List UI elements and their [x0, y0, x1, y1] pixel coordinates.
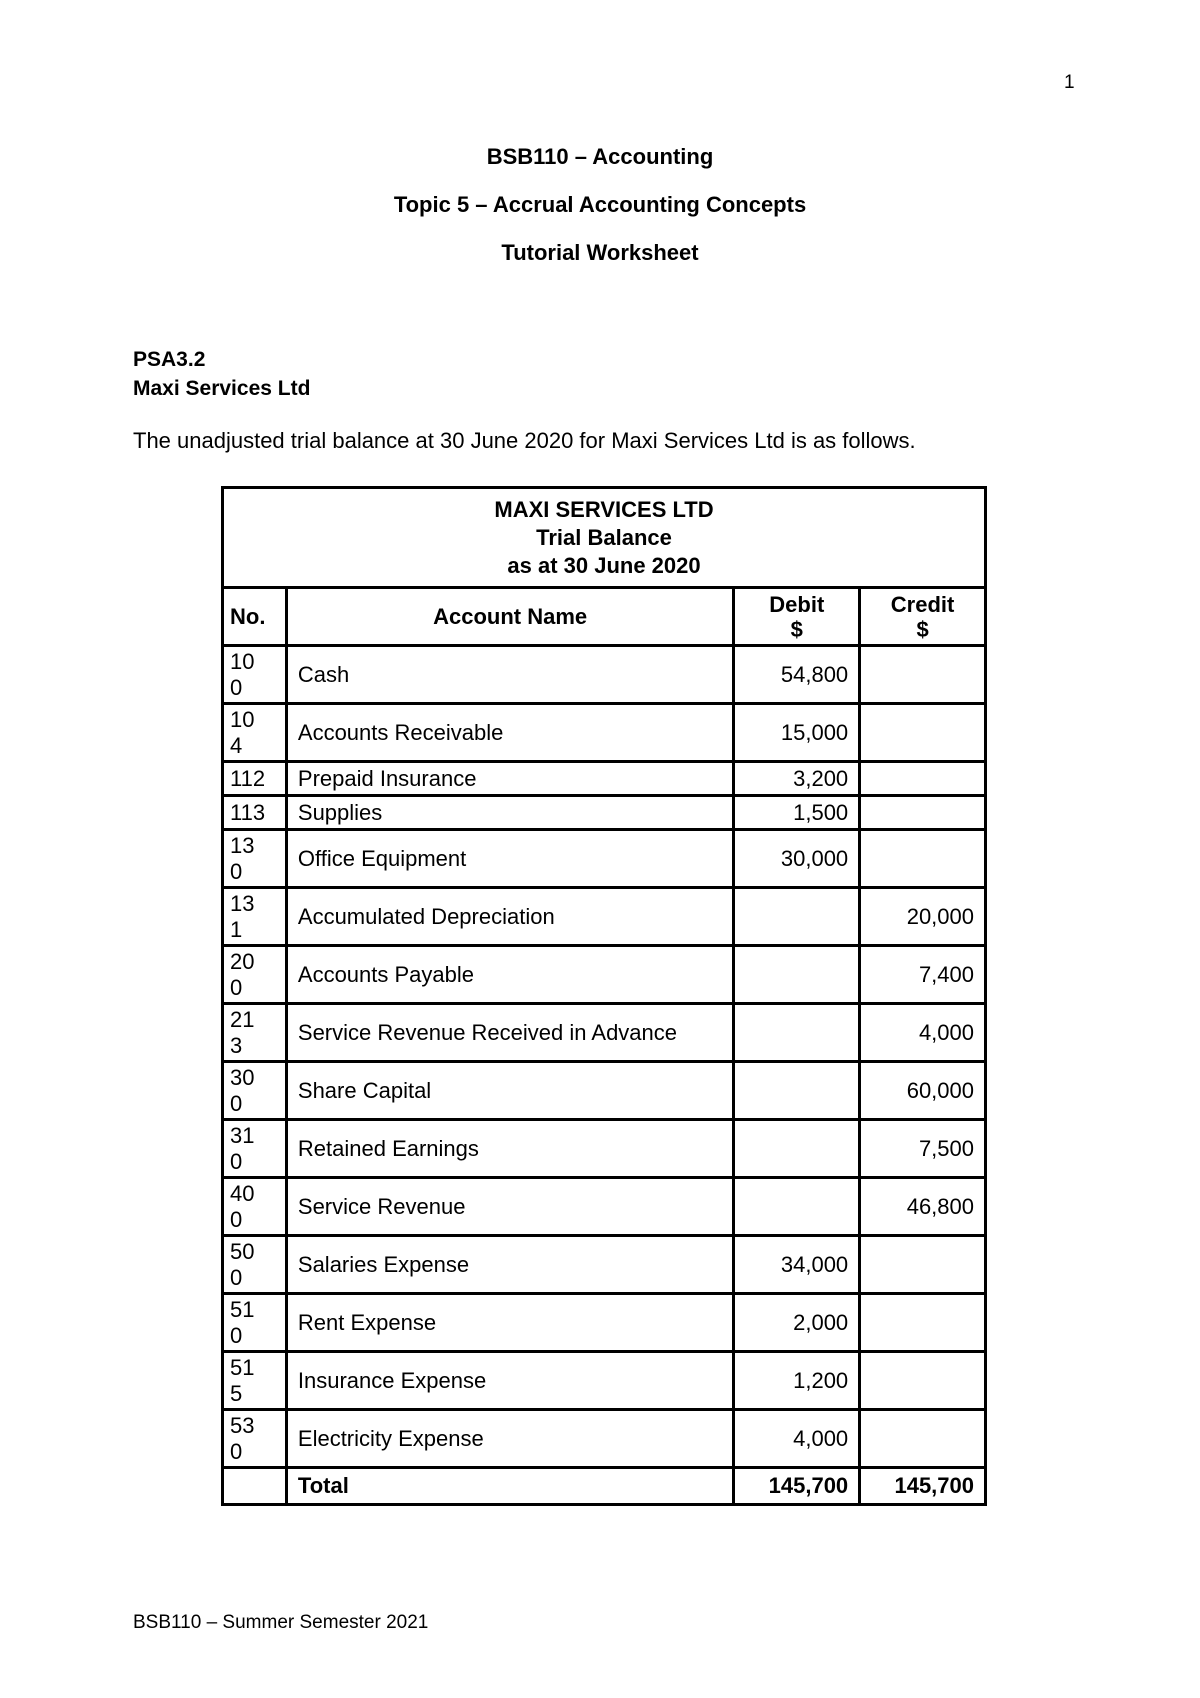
- account-number: [223, 830, 287, 888]
- account-number: [223, 1178, 287, 1236]
- page-number: 1: [1064, 72, 1075, 93]
- debit-amount: 4,000: [734, 1410, 860, 1468]
- account-name: Retained Earnings: [286, 1120, 733, 1178]
- credit-amount: [860, 762, 986, 796]
- debit-amount: 54,800: [734, 646, 860, 704]
- account-number: [223, 796, 287, 830]
- table-row: [223, 1178, 986, 1236]
- table-row: [223, 1236, 986, 1294]
- total-label: Total: [286, 1468, 733, 1505]
- table-row: [223, 1294, 986, 1352]
- account-number-text: 131: [230, 890, 255, 942]
- account-number-text: 300: [230, 1064, 255, 1116]
- problem-intro: The unadjusted trial balance at 30 June 2020 for Maxi Services Ltd is as follows.: [133, 428, 916, 453]
- column-header-credit-unit: $: [916, 616, 929, 642]
- total-row: [223, 1468, 986, 1505]
- account-number: [223, 704, 287, 762]
- topic-title: Topic 5 – Accrual Accounting Concepts: [393, 192, 807, 217]
- debit-amount: 30,000: [734, 830, 860, 888]
- account-number-text: 100: [230, 648, 255, 700]
- problem-code: PSA3.2: [133, 348, 206, 371]
- account-name: Cash: [286, 646, 733, 704]
- course-title: BSB110 – Accounting: [486, 144, 714, 169]
- debit-amount: [734, 1178, 860, 1236]
- credit-amount: 20,000: [860, 888, 986, 946]
- table-title: [223, 488, 986, 588]
- account-name: Accounts Receivable: [286, 704, 733, 762]
- total-no-cell: [223, 1468, 287, 1505]
- account-number-text: 515: [230, 1354, 255, 1406]
- account-name: Office Equipment: [286, 830, 733, 888]
- account-name: Prepaid Insurance: [286, 762, 733, 796]
- credit-amount: [860, 796, 986, 830]
- account-number: [223, 1236, 287, 1294]
- account-number: [223, 762, 287, 796]
- credit-amount: [860, 830, 986, 888]
- table-row: [223, 1352, 986, 1410]
- account-number: [223, 946, 287, 1004]
- account-number-text: 510: [230, 1296, 255, 1348]
- account-number-text: 104: [230, 706, 255, 758]
- debit-amount: [734, 888, 860, 946]
- table-title-company: MAXI SERVICES LTD: [494, 496, 714, 522]
- table-title-statement: Trial Balance: [536, 524, 672, 550]
- account-name: Salaries Expense: [286, 1236, 733, 1294]
- column-header-credit: [860, 588, 986, 646]
- credit-amount: 4,000: [860, 1004, 986, 1062]
- account-number: [223, 1352, 287, 1410]
- account-name: Accounts Payable: [286, 946, 733, 1004]
- total-credit: 145,700: [860, 1468, 986, 1505]
- account-number-text: 200: [230, 948, 255, 1000]
- table-row: [223, 1004, 986, 1062]
- account-number-text: 112: [230, 765, 266, 791]
- table-row: [223, 888, 986, 946]
- account-number-text: 310: [230, 1122, 255, 1174]
- debit-amount: 1,500: [734, 796, 860, 830]
- table-title-date: as at 30 June 2020: [507, 552, 701, 578]
- account-name: Electricity Expense: [286, 1410, 733, 1468]
- debit-amount: [734, 1062, 860, 1120]
- column-header-debit-label: Debit: [769, 591, 825, 617]
- column-header-no: No.: [223, 588, 287, 646]
- credit-amount: [860, 1294, 986, 1352]
- column-header-credit-label: Credit: [890, 591, 955, 617]
- account-number: [223, 1062, 287, 1120]
- account-number-text: 130: [230, 832, 255, 884]
- column-header-debit-unit: $: [790, 616, 803, 642]
- account-name: Insurance Expense: [286, 1352, 733, 1410]
- account-name: Accumulated Depreciation: [286, 888, 733, 946]
- table-header-row: [223, 588, 986, 646]
- credit-amount: 60,000: [860, 1062, 986, 1120]
- debit-amount: 15,000: [734, 704, 860, 762]
- company-name: Maxi Services Ltd: [133, 377, 311, 400]
- trial-balance-table: [221, 486, 987, 1506]
- credit-amount: [860, 646, 986, 704]
- credit-amount: 46,800: [860, 1178, 986, 1236]
- debit-amount: 3,200: [734, 762, 860, 796]
- account-number: [223, 888, 287, 946]
- credit-amount: [860, 704, 986, 762]
- credit-amount: [860, 1410, 986, 1468]
- credit-amount: [860, 1352, 986, 1410]
- account-name: Service Revenue: [286, 1178, 733, 1236]
- total-debit: 145,700: [734, 1468, 860, 1505]
- account-name: Supplies: [286, 796, 733, 830]
- account-number-text: 113: [230, 799, 266, 825]
- table-row: [223, 946, 986, 1004]
- problem-heading: [133, 345, 310, 403]
- table-row: [223, 762, 986, 796]
- debit-amount: [734, 946, 860, 1004]
- debit-amount: 1,200: [734, 1352, 860, 1410]
- account-number-text: 530: [230, 1412, 255, 1464]
- credit-amount: 7,400: [860, 946, 986, 1004]
- account-number-text: 500: [230, 1238, 255, 1290]
- table-row: [223, 796, 986, 830]
- table-row: [223, 1062, 986, 1120]
- account-name: Share Capital: [286, 1062, 733, 1120]
- table-row: [223, 704, 986, 762]
- debit-amount: [734, 1120, 860, 1178]
- account-number-text: 213: [230, 1006, 255, 1058]
- credit-amount: [860, 1236, 986, 1294]
- table-row: [223, 1120, 986, 1178]
- column-header-account-name: Account Name: [286, 588, 733, 646]
- table-row: [223, 646, 986, 704]
- table-row: [223, 830, 986, 888]
- account-number: [223, 1120, 287, 1178]
- document-header: [0, 144, 1200, 288]
- account-number: [223, 1294, 287, 1352]
- column-header-debit: [734, 588, 860, 646]
- credit-amount: 7,500: [860, 1120, 986, 1178]
- account-number: [223, 1410, 287, 1468]
- account-name: Service Revenue Received in Advance: [286, 1004, 733, 1062]
- debit-amount: 2,000: [734, 1294, 860, 1352]
- debit-amount: [734, 1004, 860, 1062]
- table-title-row: [223, 488, 986, 588]
- account-number: [223, 646, 287, 704]
- worksheet-title: Tutorial Worksheet: [501, 240, 699, 265]
- page-footer: BSB110 – Summer Semester 2021: [133, 1612, 429, 1633]
- account-number: [223, 1004, 287, 1062]
- account-name: Rent Expense: [286, 1294, 733, 1352]
- account-number-text: 400: [230, 1180, 255, 1232]
- table-row: [223, 1410, 986, 1468]
- debit-amount: 34,000: [734, 1236, 860, 1294]
